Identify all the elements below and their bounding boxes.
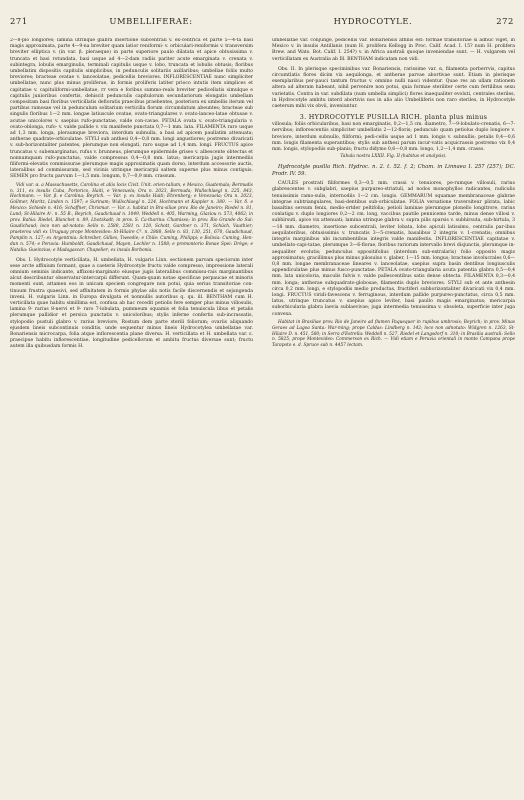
left-column (10, 38, 253, 790)
observation-continued: umbellatae var. conjunge, pedicellis var. Bonariensis affinis est: formae transitoriae si adhuc viget, in Mexico v. in insulis Antillanis (num H. prolifera Kellogg in Proc. Calif. Acad. I. 15? num H. prolifera Brew. and Wats. Bot. Calif. I. 254?) v. in Africa australi quoque inveniendae sunt. — H. vulgarem vel verticillatam ex Australia ab Ill. BENTHAM indicatam non vidi. (272, 38, 515, 62)
habitat-note: Habitat in Brasiliae prov. Rio de Janeiro ad flumen Paquequer in rupibus umbrosis; Beyrich; in prov. Minas Geraes ad Lagoa Santa: War-ming; prope Caldas: Lindberg n. 142; loco non adnotato: Widgren n. 1263, St-Hilaire D. n. 451, 580; in Serra d'Estrella: Weddell n. 527, Riedel et Langsdorf n. 310; in Brasilia australi: Sello n. 5825, prope Montevideo: Commerson ex Rich. — Vidi etiam e Peruvia orientali in monte Campana prope Tarapoto e. d. Spruce sub n. 4457 lectam. (272, 319, 515, 349)
species-heading: 3. HYDROCOTYLE PUSILLA RICH. planta plus minus (299, 113, 488, 122)
species-diagnosis: villosula; foliis orbicularibus, basi non emarginatis, 0,2—1,5 cm. diametro, 7—9-lobulato-crenatis, 6—7-nervibus; inflorescentiis simpliciter umbellatis 2—12-floris; pedunculo quam petiolus duplo longiore v. breviore, interdum subnullo, filiformi; pedi-cellis usque ad 1 mm. longis v. subnullis; petalis 0,4—0,6 mm. longis filamenta superantibus; stylis sub anthesi parum incur-vatis acquicrassis postremo vix 0,4 mm. longis, stylopodiis sub-planis; fructu didymo 0,6—0,8 mm. longo, 1,2—1,4 mm. crasso. (272, 122, 515, 153)
observation-two: Obs. II. In plerisque speciminibus var. Bonariensis, rarissime var. α, filamenta porberrvis, capitus circumtlatis flores dicim vix aequilonga, et antherae parvae abortivae sunt. Etiam in plerisque exemplaribus per-pauci tantum fructus v. omnino nulli nasci videntur. Quae res an ullam rationem altera ad alteram habeant, nihil pervenire non potui, quia formae steriliter certe cum fertilibus sexu varietatis. Contra in var. subdilata (num umbella simplici) flores inaequaliter evoluti, centrales steriles, in Hydrocotyle ambitu interd abortivis nos in alio alio Umbelliferis non raro steriles, in Hydrocotyle caeterum mihi vix obvii, inveniuntur. (272, 66, 515, 110)
page-header (10, 14, 514, 28)
page-number-left: 271 (10, 16, 28, 26)
running-title-right: HYDROCOTYLE. (333, 16, 413, 26)
right-column (272, 38, 515, 790)
plate-reference: Tabula nostra LXXII. Fig. II (habitus et analysis). (340, 154, 447, 160)
page-number-right: 272 (496, 16, 514, 26)
specimens-seen: Vidi var. α. a Massachusetts, Carolina et aliis locis Civit. Unit. orien-talium, e Mexico, Guatemala; Bermudis n. 311, ex insulis Cuba, Portorico, Haiti, e Venezuela; Ora n. 2023, Bermuda; Wullschlaegl n. 225, 843, Hochmann. — Var. β. e Carolina; Beyrich. — Var. γ. ex insulis Haiti; Ehrenberg; e Venezuela; Ora n. 2023, Gollmer, Moritz, Linden n. 1597; e Surinam; Wullschlaegl n. 224, Hochmann et Kappler n. 380. — Var. δ. e Mexico: Schiede n. 416; Schaffner, Chrismar. — Var. ε. habitat in Bra-siliae prov. Rio de Janeiro; Riedel n. 81, Lund; St-Hilaire A¹. n. 55 B., Beyrich, Gaudichaud n. 1049, Weddell n. 405, Warming, Glaziou n. 573, 4062; in prov. Bahia: Riedel, Blanchet n. 89, Lhotzkadt; in prov. S. Ca-tharina: Chamisso; in prov. Rio Grande do Sul: Gaudichaud; loco non ad-notato: Sello n. 2580, 2581 n. 120, Schott, Gardner n. 371, Schüch, Vauthier; praeterea vidi ex Uruguay prope Montevideo: St-Hilaire C³. n. 2888, Sello n. 83, 130, 251, 670, Gaudichaud, Pamplin n. 127; ex Argentinia: Schreiber, Gillies, Tweedie; e Chile: Cuming, Philippi; e Bolivia: Cuming, Hen-dun n. 574; e Peruvia: Humboldt, Gaudichaud, Mayen, Lechler n. 1588; e promontorio Bonae Spei: Drège; e Natalia: Gueinzius; e Madagascar: Chapelier; ex insula Borbonia. (10, 182, 253, 253)
literature-reference: Hydrocotyle pusilla Rich. Hydroc. n. 2. t. 52. f. 2; Cham. in Linnaea I. 257 (257); DC. Prodr. IV. 59. (272, 164, 515, 177)
species-description-continued: 2—8-plo longiores; lamina utrinque glabra insertione subcentrali v. ex-centrica et parte 5—4-ta basi magis approximata, parte 4—9-na breviter quam latior reniformi- v. orbiculari-reniformis v. transversim breviter elliptica v. (in var. β. pleraeque) in parte superiore paulo dilatata et apice obtusissima v. truncata et basi rotundata, basi usque ad 4—2-dam radiis pariter acute emarginata v. crenata v. subintegra, lobulis emarginulis, terminali capitulis usque v. lobo, truncata et lobulis obtusis; floribus umbellatim dispositis capitulis simplicibus, in pedunculis solitariis axillaribus; umbellae foliis multo breviores; bracteae ovatae v. lanceolatae, pedicellis breviores. INFLORESCENTIAE nunc simpliciter umbellatae, nunc plus minus proliferae, in formis proliferis latiter prioco intutis item simplices et capitatae v. capituliformi-umbellatae, rr vera e foribus summo-reals breviter pedicellatis simulque e capitulis junioribus confertis, dehiscit pedunculis capitulorum secundariorum elongatis umbellam compositam basi floribus verticillatis defloratis praecibus praebentes, posteriora ex umbellis iterum vel partibus ramosae vel in pedunculum solitarium verticilla florum circumdatum abeuntes; bracteae sub singulis floribus 1—2 mm. longae latiuscule ovatae, ovato-triangulares v. ovato-lanceo-latae obtusae v. acutae unicolores v. saepius rufo-punctatae, valde con-cavae. PETALA ovata v. ovato-triangularia v. ovato-oblonga, rufo- v. valde pallide v. vix manifeste punctata 0,7—1 mm. lata. FILAMENTA raro usque ad 1,3 mm. longa, pleraumque breviora, interdum subnulla, a basi ad apicem paullatim attenuata; antherae quadrate-orbiculatae. STYLI sub anthesi 0,4—0,8 mm. longi angustiores; postremo divaricati v. sub-horizontaliter patentes, plerumque non elongati, raro usque ad 1,4 mm. longi. FRUCTUS apice truncatus v. subemarginatus, rufus v. brunneus, plerumque epidermide griseo v. albescente obtectus et nonnumquam rufo-punctatus, valde compressus 0,4—0,8 mm. latus; mericarpia jugis intermediis filiformi-elevatis commissurae plerumque magis approximatis quam dorso, interdum accessorie auctis, lateralibus ad commissuram, sed vicinis utrinque mericarpii saltem superne plus minus contiguis. SEMEN pro fructu parvum 1—1,5 mm. longum, 0,7—0,9 mm. crassum. (10, 38, 253, 180)
species-description: CAULES prostrati filiformes 0,3—0,5 mm. crassi v. tenuiores, pe-rumque villosuli, rarius glabrescentes v. subglabri, saepius purpureo-striatuli, ad nodos monophyllos radicantes, radiculis tenuissimis ramo-sulis, internodiis 1—2 cm. longis. GEMMARUM squamae membranaceae glabrae integrae subtriangulares, basi-dentibus sub-orbiculatae. FOLIA versatione traversiteur plirata, labic basaltins sersum fenix, medio-ortder peltifolia; petioli laminae plerumque plonello longitrore, rarius conlatigu v. duplo longiores 0,2—2 cm. long, vaccibus pautile pennicemo tarde, minus dense villosi v. subhirsuti, apice vix attenuati; lamina utrinque glabra v. supra pilis sparsis v. subhirsuta, sub-hirtula, 3—18 mm. diametro, insertione subcentrali, leviter lobata, lobo apiculi latissimo, centralis par-ibus aequilateribus, obtusissimis v. truncatis 3—5-crenatis, basalibus 2 integris v. 1-crenatis; omnibus integris marginibus ubi incumbentibus integris valde manifestis. INFLORESCENTIAE capitatae v. umbellato-capi-tatae, plerumque 3—6-florae, floribus rariorum intervallo brevi disjunctis, plerumque in-aequaliter evolutis; pedunculus oppositifolius (interdum sub-extralaris) folio opposito magis approximatus; gracillimus plus minus pilosulus v. glaber, 1—15 mm. longus; bracteae involucrales 0,6—0,8 mm. longae membranaceae lineares v. lanceolatae, saepius supra basin dentibus longiusculis appendiculatae plus minus fusco-punctatae. PETALA ovato-triangularia acuta patentia glabra 0,5—0,4 mm. lata unicoloria, maculis fulvis v. valde pallescentibus satis dense obtecta. FILAMENTA 0,3—0,4 mm. longa; antherae subquadrato-globosae, filamentis duplo breviores. STYLI sub et ante anthesin circa 0,2 mm. longi, e stylopodiis medio productas, fructiferi subhorizontaliter divaricati vix 0,4 mm. longi. FRUCTUS viridi-favescens v. ferruginous, interdum pallide purpureo-punctatus, circa 0,5 mm. latus, utrinque truncatus v. saepius apice leviter, basi paullo magis emarginatus; mericarpia suborbicularia glabra laevia sublaevivae; juga intermedia tenuissima v. obsoleta, superficie inter juga convexa. (272, 181, 515, 317)
observation-one: Obs. I. Hydrocotyle verticillata, H. umbellata, H. vulgaris Linn. sectionem parvam speciorum inter sese arcte affinium formant, quae a caeteris Hydrocotyle fructu valde compresso, impressione laterali omnium seminis indicante, affixoni-marginato eiusque jugis lateralibus commissu-rais marginantibus alcut describuntur observatur-intercarpii differunt. Quam-quam notae specificae perpaucae et minoris momenti sunt, attamen eos in unicam speciem congregare non potui, quia serius transitoriae con-tinuum frustra quaesivi, sed affinitatem in formis phylae alis notis facile discernendis et sejungenda inveni. H. vulgaris Linn. in Europa divulgata et nonnullis autoribus q. qu. ill. BENTHAM cum H. verticillata quae habitu simillima est, confusa ab hac recedit petiolis fere semper plus minus villosulis, lamina 9- rarius 8-nervi et 9- raro 7-lobulata, pummeum squamis et folia tenuiscula libus et petalis plerumque pallidior et persica punctatis v. unicoloribus; stylis inferne confertis sub-incrassatis, stylopodio pustuli glabro v. rarius breviore, Rostum dem parte sterili foliorum; ovariis aliquando ejusdem lineis subcontinuis conditis, unde sequentur minus lineis Hydrocotylea umbellatae var. Bonariensis microcarpa, folia atque inflorescentia plane diversa. H. verticillata et H. umbellata var. ε. praecipue habitu inflorescentiae, longitudine pedicellorum et ambitu fructus diversae sunt; fructu autem illa quibusdam formis H. (10, 257, 253, 350)
running-title-left: UMBELLIFERAE: (109, 16, 193, 26)
